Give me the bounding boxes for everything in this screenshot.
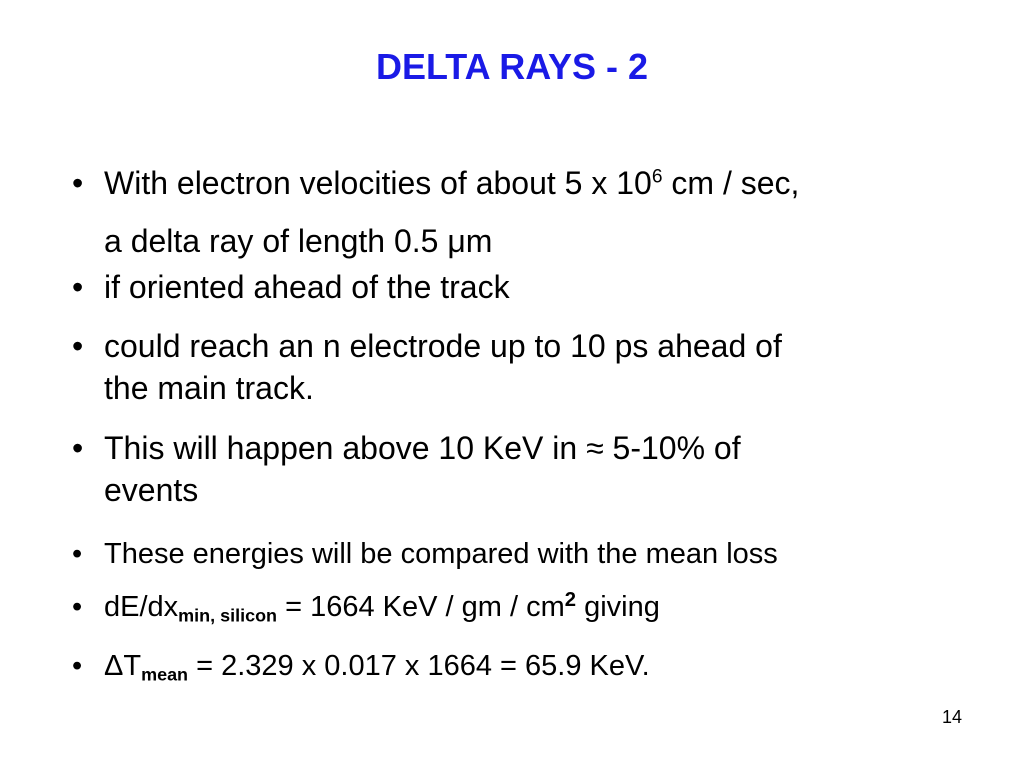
bullet-line (104, 154, 994, 212)
superscript: 6 (651, 166, 663, 188)
bullet-text: if oriented ahead of the track (104, 269, 510, 305)
text-run: dE/dx (104, 591, 179, 623)
bullet-marker: • (72, 430, 84, 466)
superscript: 2 (564, 588, 577, 611)
bullet-text (104, 325, 994, 409)
bullet-text (104, 644, 994, 688)
bullet-text (104, 427, 994, 511)
bullet-marker: • (72, 591, 83, 623)
bullet-marker: • (72, 269, 84, 305)
text-run: giving (576, 591, 660, 623)
bullet-marker: • (72, 328, 84, 364)
bullet-line: a delta ray of length 0.5 μm (104, 223, 493, 259)
text-run: = 1664 KeV / gm / cm (277, 591, 565, 623)
bullet-line: events (104, 472, 199, 508)
text-run: ΔT (104, 650, 142, 682)
subscript: min, silicon (178, 605, 278, 626)
bullet-marker: • (72, 538, 83, 570)
bullet-line: the main track. (104, 370, 314, 406)
bullet-line: could reach an n electrode up to 10 ps ahead of (104, 328, 782, 364)
bullet-marker: • (72, 650, 83, 682)
bullet-text (104, 587, 994, 627)
page-number: 14 (942, 707, 963, 727)
bullet-text: These energies will be compared with the mean loss (104, 538, 778, 570)
bullet-line: This will happen above 10 KeV in ≈ 5-10% of (104, 430, 741, 466)
subscript: mean (141, 664, 189, 685)
bullet-marker: • (72, 165, 84, 201)
bullet-text (104, 154, 994, 270)
text-run: With electron velocities of about 5 x 10 (104, 165, 652, 201)
slide-title: DELTA RAYS - 2 (375, 46, 649, 87)
text-run: cm / sec, (662, 165, 800, 201)
text-run: = 2.329 x 0.017 x 1664 = 65.9 KeV. (188, 650, 650, 682)
